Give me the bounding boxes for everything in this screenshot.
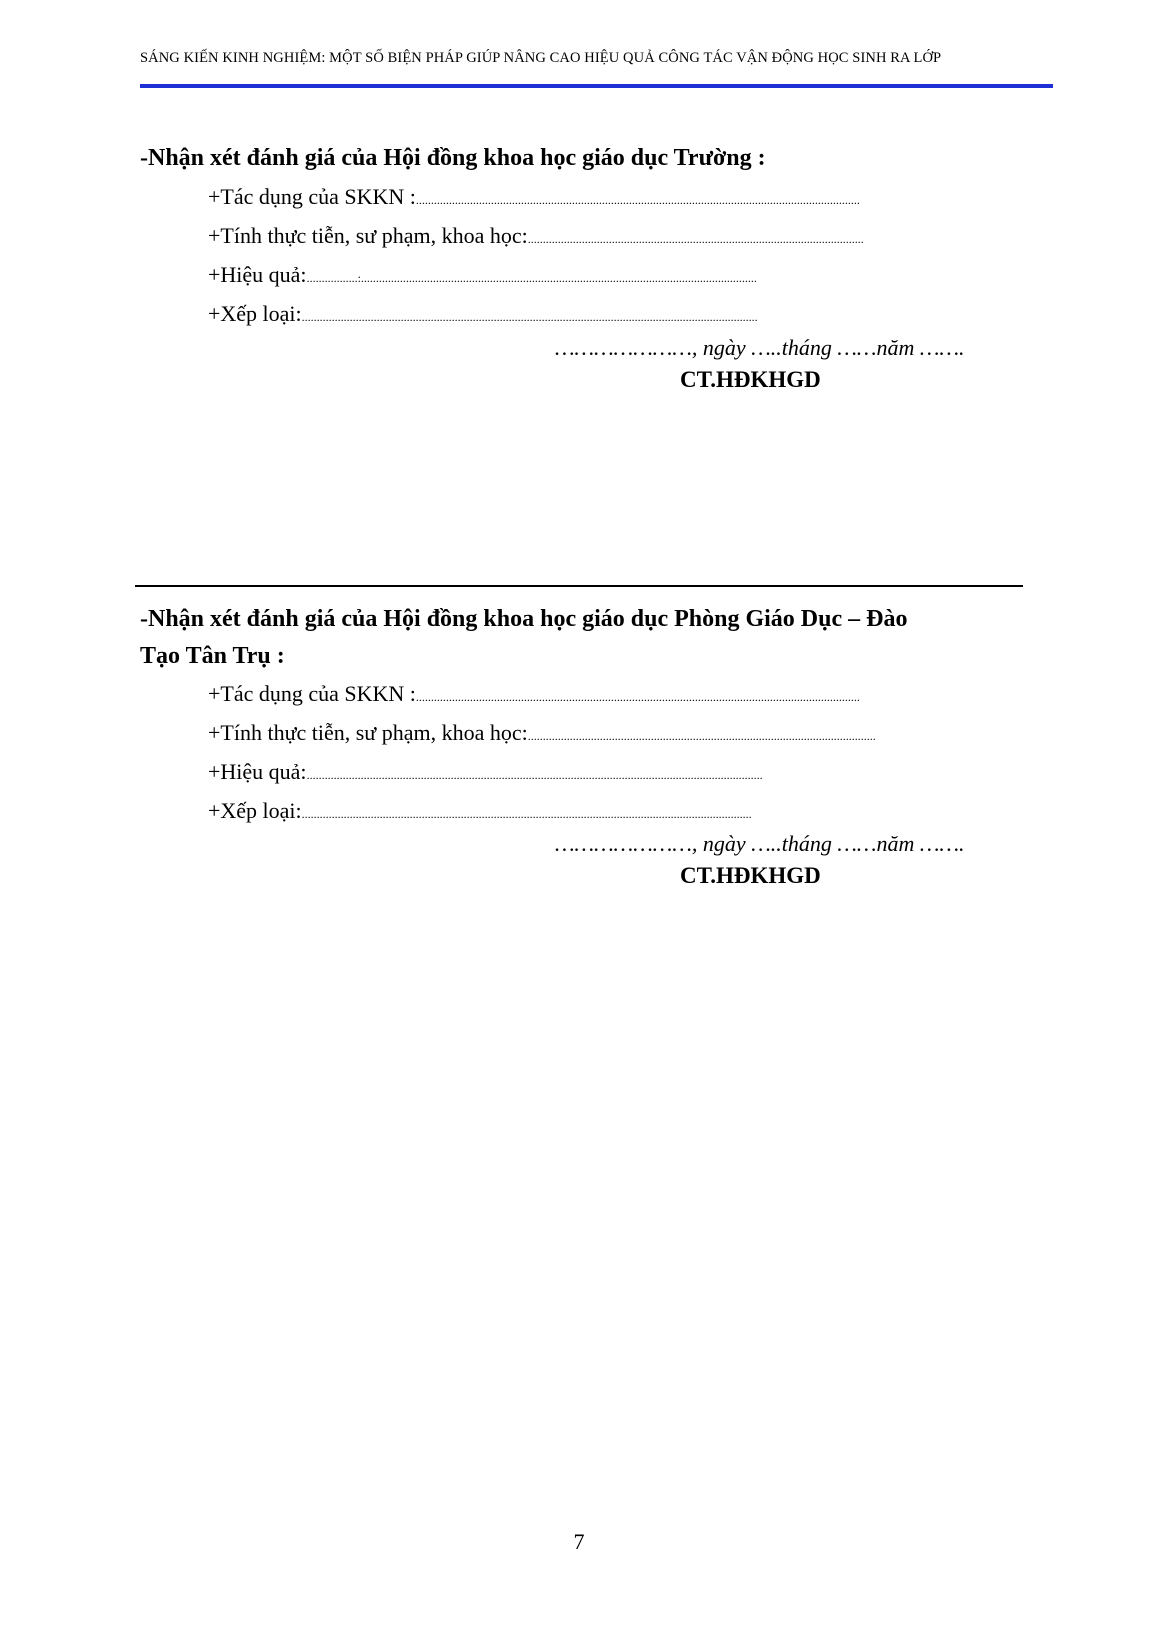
section2-date: …………………, ngày …..tháng ……năm ……. [555,831,965,856]
field-dots: ................................................................................................................ [527,232,864,246]
section2-title-line2: Tạo Tân Trụ : [140,643,285,669]
field-label: +Hiệu quả: [208,262,307,287]
section1-field-effect [208,184,988,210]
section2-field-efficiency [208,759,981,785]
section-divider [135,585,1023,587]
field-dots: ........................................................................................................................................................ [301,310,758,324]
field-label: +Tác dụng của SKKN : [208,681,416,706]
section2-signature: CT.HĐKHGD [680,863,821,888]
field-dots: ........................................................................................................................................................ [306,768,763,782]
header-rule [140,84,1053,88]
section1-title: -Nhận xét đánh giá của Hội đồng khoa học giáo dục Trường : [140,145,766,171]
page-number: 7 [573,1529,585,1554]
section1-field-rating [208,301,990,327]
section2-field-practicality [208,720,990,746]
field-dots: ...................................................................................................................................................... [301,807,752,821]
field-label: +Xếp loại: [208,301,302,326]
section1-field-efficiency [208,262,981,288]
field-label: +Hiệu quả: [208,759,307,784]
field-label: +Tính thực tiễn, sư phạm, khoa học: [208,720,528,745]
field-dots: .................:.................................................................................................................................... [306,271,757,285]
header-title: SÁNG KIẾN KINH NGHIỆM: MỘT SỐ BIỆN PHÁP GIÚP NÂNG CAO HIỆU QUẢ CÔNG TÁC VẬN ĐỘNG HỌC SINH RA LỚP [140,50,942,66]
field-label: +Xếp loại: [208,798,302,823]
field-label: +Tính thực tiễn, sư phạm, khoa học: [208,223,528,248]
field-label: +Tác dụng của SKKN : [208,184,416,209]
section1-date: …………………, ngày …..tháng ……năm ……. [555,335,965,360]
section2-title-line1: -Nhận xét đánh giá của Hội đồng khoa học giáo dục Phòng Giáo Dục – Đào [140,606,908,632]
section1-signature: CT.HĐKHGD [680,367,821,392]
field-dots: .................................................................................................................... [527,729,876,743]
section2-field-effect [208,681,980,707]
section2-field-rating [208,798,979,824]
section1-field-practicality [208,223,983,249]
field-dots: .................................................................................................................................................... [415,690,860,704]
field-dots: .................................................................................................................................................... [415,193,860,207]
